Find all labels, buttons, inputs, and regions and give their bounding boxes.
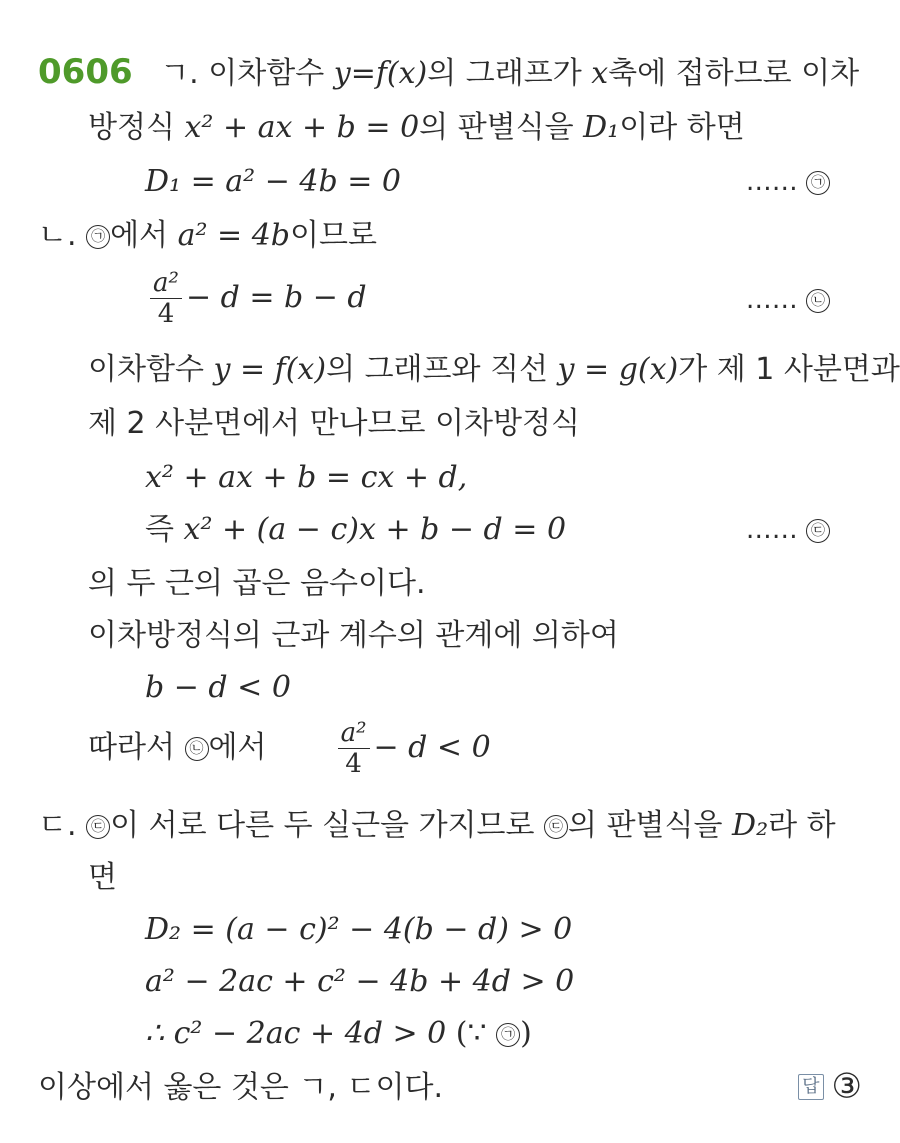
- ref-label: ㉢: [806, 519, 830, 543]
- conclusion: [38, 1068, 443, 1108]
- text: 의 판별식을: [568, 808, 723, 843]
- text: 의 판별식을: [419, 110, 574, 145]
- text: 면: [88, 860, 117, 895]
- ref-label: ㉡: [806, 289, 830, 313]
- part-c-marker: ㄷ.: [38, 808, 77, 843]
- math-expr: ∴ c² − 2ac + 4d > 0: [145, 1016, 447, 1051]
- dots: ……: [745, 285, 798, 315]
- text: 제 2 사분면에서 만나므로 이차방정식: [88, 406, 580, 441]
- part-c-eq-1: [145, 910, 572, 950]
- ref-label: ㉢: [86, 815, 110, 839]
- text: 에서: [208, 730, 267, 765]
- fraction: [338, 718, 370, 779]
- part-b-para-1: [88, 350, 900, 390]
- math-expr: =f(x): [350, 56, 428, 91]
- math-expr: x² + ax + b = 0: [184, 110, 420, 145]
- text: 이 서로 다른 두 실근을 가지므로: [110, 808, 535, 843]
- part-b-eq-2: [145, 458, 467, 498]
- math-expr: x² + ax + b = cx + d,: [145, 460, 468, 495]
- ref-3: [746, 510, 830, 550]
- math-expr: (∵: [455, 1016, 487, 1051]
- text: 이차함수: [208, 56, 325, 91]
- text: 축에 접하므로 이차: [608, 56, 860, 91]
- fraction: [150, 268, 182, 329]
- text: 이차함수: [88, 352, 204, 387]
- math-var: D₂: [732, 808, 769, 843]
- math-expr: y = g(x): [557, 352, 679, 387]
- text: 즉: [145, 512, 174, 547]
- part-b-para-3: [88, 564, 425, 604]
- text: 의 그래프가: [427, 56, 582, 91]
- text: 이차방정식의 근과 계수의 관계에 의하여: [88, 618, 619, 653]
- ref-label: ㉢: [544, 815, 568, 839]
- part-a-marker: ㄱ.: [160, 56, 199, 91]
- text: 이라 하면: [619, 110, 745, 145]
- math-expr: − d = b − d: [185, 280, 367, 315]
- part-a-line-2: [88, 108, 745, 148]
- denominator: 4: [157, 299, 175, 329]
- text: 방정식: [88, 110, 175, 145]
- math-expr: a² − 2ac + c² − 4b + 4d > 0: [145, 964, 575, 999]
- text: 라 하: [768, 808, 836, 843]
- part-b-eq-3: [145, 510, 566, 550]
- math-expr: y = f(x): [213, 352, 327, 387]
- part-a-line-1: [38, 52, 859, 94]
- text: 이상에서 옳은 것은 ㄱ, ㄷ이다.: [38, 1070, 443, 1105]
- dots: ……: [745, 167, 798, 197]
- part-c-eq-3: [145, 1014, 532, 1054]
- text: 의 두 근의 곱은 음수이다.: [88, 566, 426, 601]
- math-var: D₁: [583, 110, 620, 145]
- numerator: a²: [150, 268, 182, 299]
- text: 가 제 1 사분면과: [678, 352, 900, 387]
- ref-label: ㉠: [86, 225, 110, 249]
- part-a-eq: [145, 162, 401, 202]
- math-expr: − d < 0: [373, 730, 491, 765]
- part-b-para-4: [88, 616, 619, 656]
- problem-number: 0606: [38, 52, 133, 92]
- math-expr: D₁ = a² − 4b = 0: [145, 164, 401, 199]
- part-b-para-2: [88, 404, 580, 444]
- ref-label: ㉡: [185, 737, 209, 761]
- ref-2: [746, 280, 830, 320]
- part-c-line-1: [38, 806, 836, 846]
- math-var: y: [333, 56, 351, 91]
- text: 에서: [110, 218, 169, 253]
- part-b-line-1: [38, 216, 377, 256]
- part-b-marker: ㄴ.: [38, 218, 77, 253]
- ref-label: ㉠: [496, 1023, 520, 1047]
- denominator: 4: [345, 749, 362, 779]
- math-expr: ): [520, 1016, 532, 1051]
- math-expr: b − d < 0: [145, 670, 291, 705]
- answer: [798, 1066, 862, 1107]
- part-b-para-5: [88, 718, 491, 779]
- numerator: a²: [338, 718, 370, 749]
- part-b-eq-1: [150, 268, 367, 329]
- answer-value: ③: [831, 1066, 862, 1107]
- text: 따라서: [88, 730, 175, 765]
- math-var: x: [591, 56, 609, 91]
- part-c-eq-2: [145, 962, 574, 1002]
- math-expr: a² = 4b: [177, 218, 291, 253]
- part-b-eq-4: [145, 668, 291, 708]
- math-expr: x² + (a − c)x + b − d = 0: [183, 512, 567, 547]
- ref-1: [746, 162, 830, 202]
- ref-label: ㉠: [806, 171, 830, 195]
- text: 이므로: [290, 218, 377, 253]
- part-c-line-2: [88, 858, 117, 898]
- dots: ……: [745, 515, 798, 545]
- text: 의 그래프와 직선: [326, 352, 548, 387]
- answer-label-icon: 답: [798, 1074, 823, 1100]
- math-expr: D₂ = (a − c)² − 4(b − d) > 0: [145, 912, 573, 947]
